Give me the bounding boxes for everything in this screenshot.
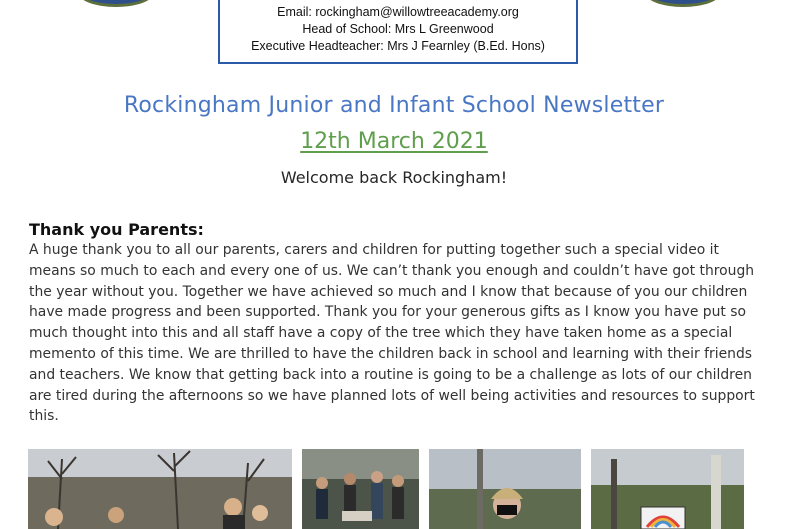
photo-teacher-masked: [429, 449, 581, 529]
email-line: Email: rockingham@willowtreeacademy.org: [277, 5, 519, 19]
welcome-message: Welcome back Rockingham!: [280, 168, 508, 187]
section-body: A huge thank you to all our parents, carers and children for putting together such a special video it means so much to each and every one of us. We can’t thank you enough and couldn’t have got through the year without you. Together we have achieved so much and I know that because of you our children have made progress and been supported. Thank you for your generous gifts as I know you have put so much thought into this and all staff have a copy of the tree which they have taken home as a special memento of this time. We are thrilled to have the children back in school and learning with their friends and teachers. We know that getting back into a routine is going to be a challenge as lots of our children are tired during the afternoons so we have planned lots of well being activities and resources to support this.: [29, 242, 755, 425]
head-of-school-line: Head of School: Mrs L Greenwood: [302, 22, 494, 36]
newsletter-title: Rockingham Junior and Infant School Newsletter: [123, 93, 665, 118]
photo-children-outdoors: [28, 449, 292, 529]
newsletter-date: 12th March 2021: [300, 129, 488, 154]
school-contact-box: [218, 0, 578, 64]
section-heading: Thank you Parents:: [29, 220, 204, 239]
executive-headteacher-line: Executive Headteacher: Mrs J Fearnley (B.Ed. Hons): [251, 39, 545, 53]
photo-group-playground: [302, 449, 419, 529]
school-logo-left: [78, 0, 154, 7]
school-logo-right: [645, 0, 721, 7]
photo-rainbow-sign: [591, 449, 744, 529]
